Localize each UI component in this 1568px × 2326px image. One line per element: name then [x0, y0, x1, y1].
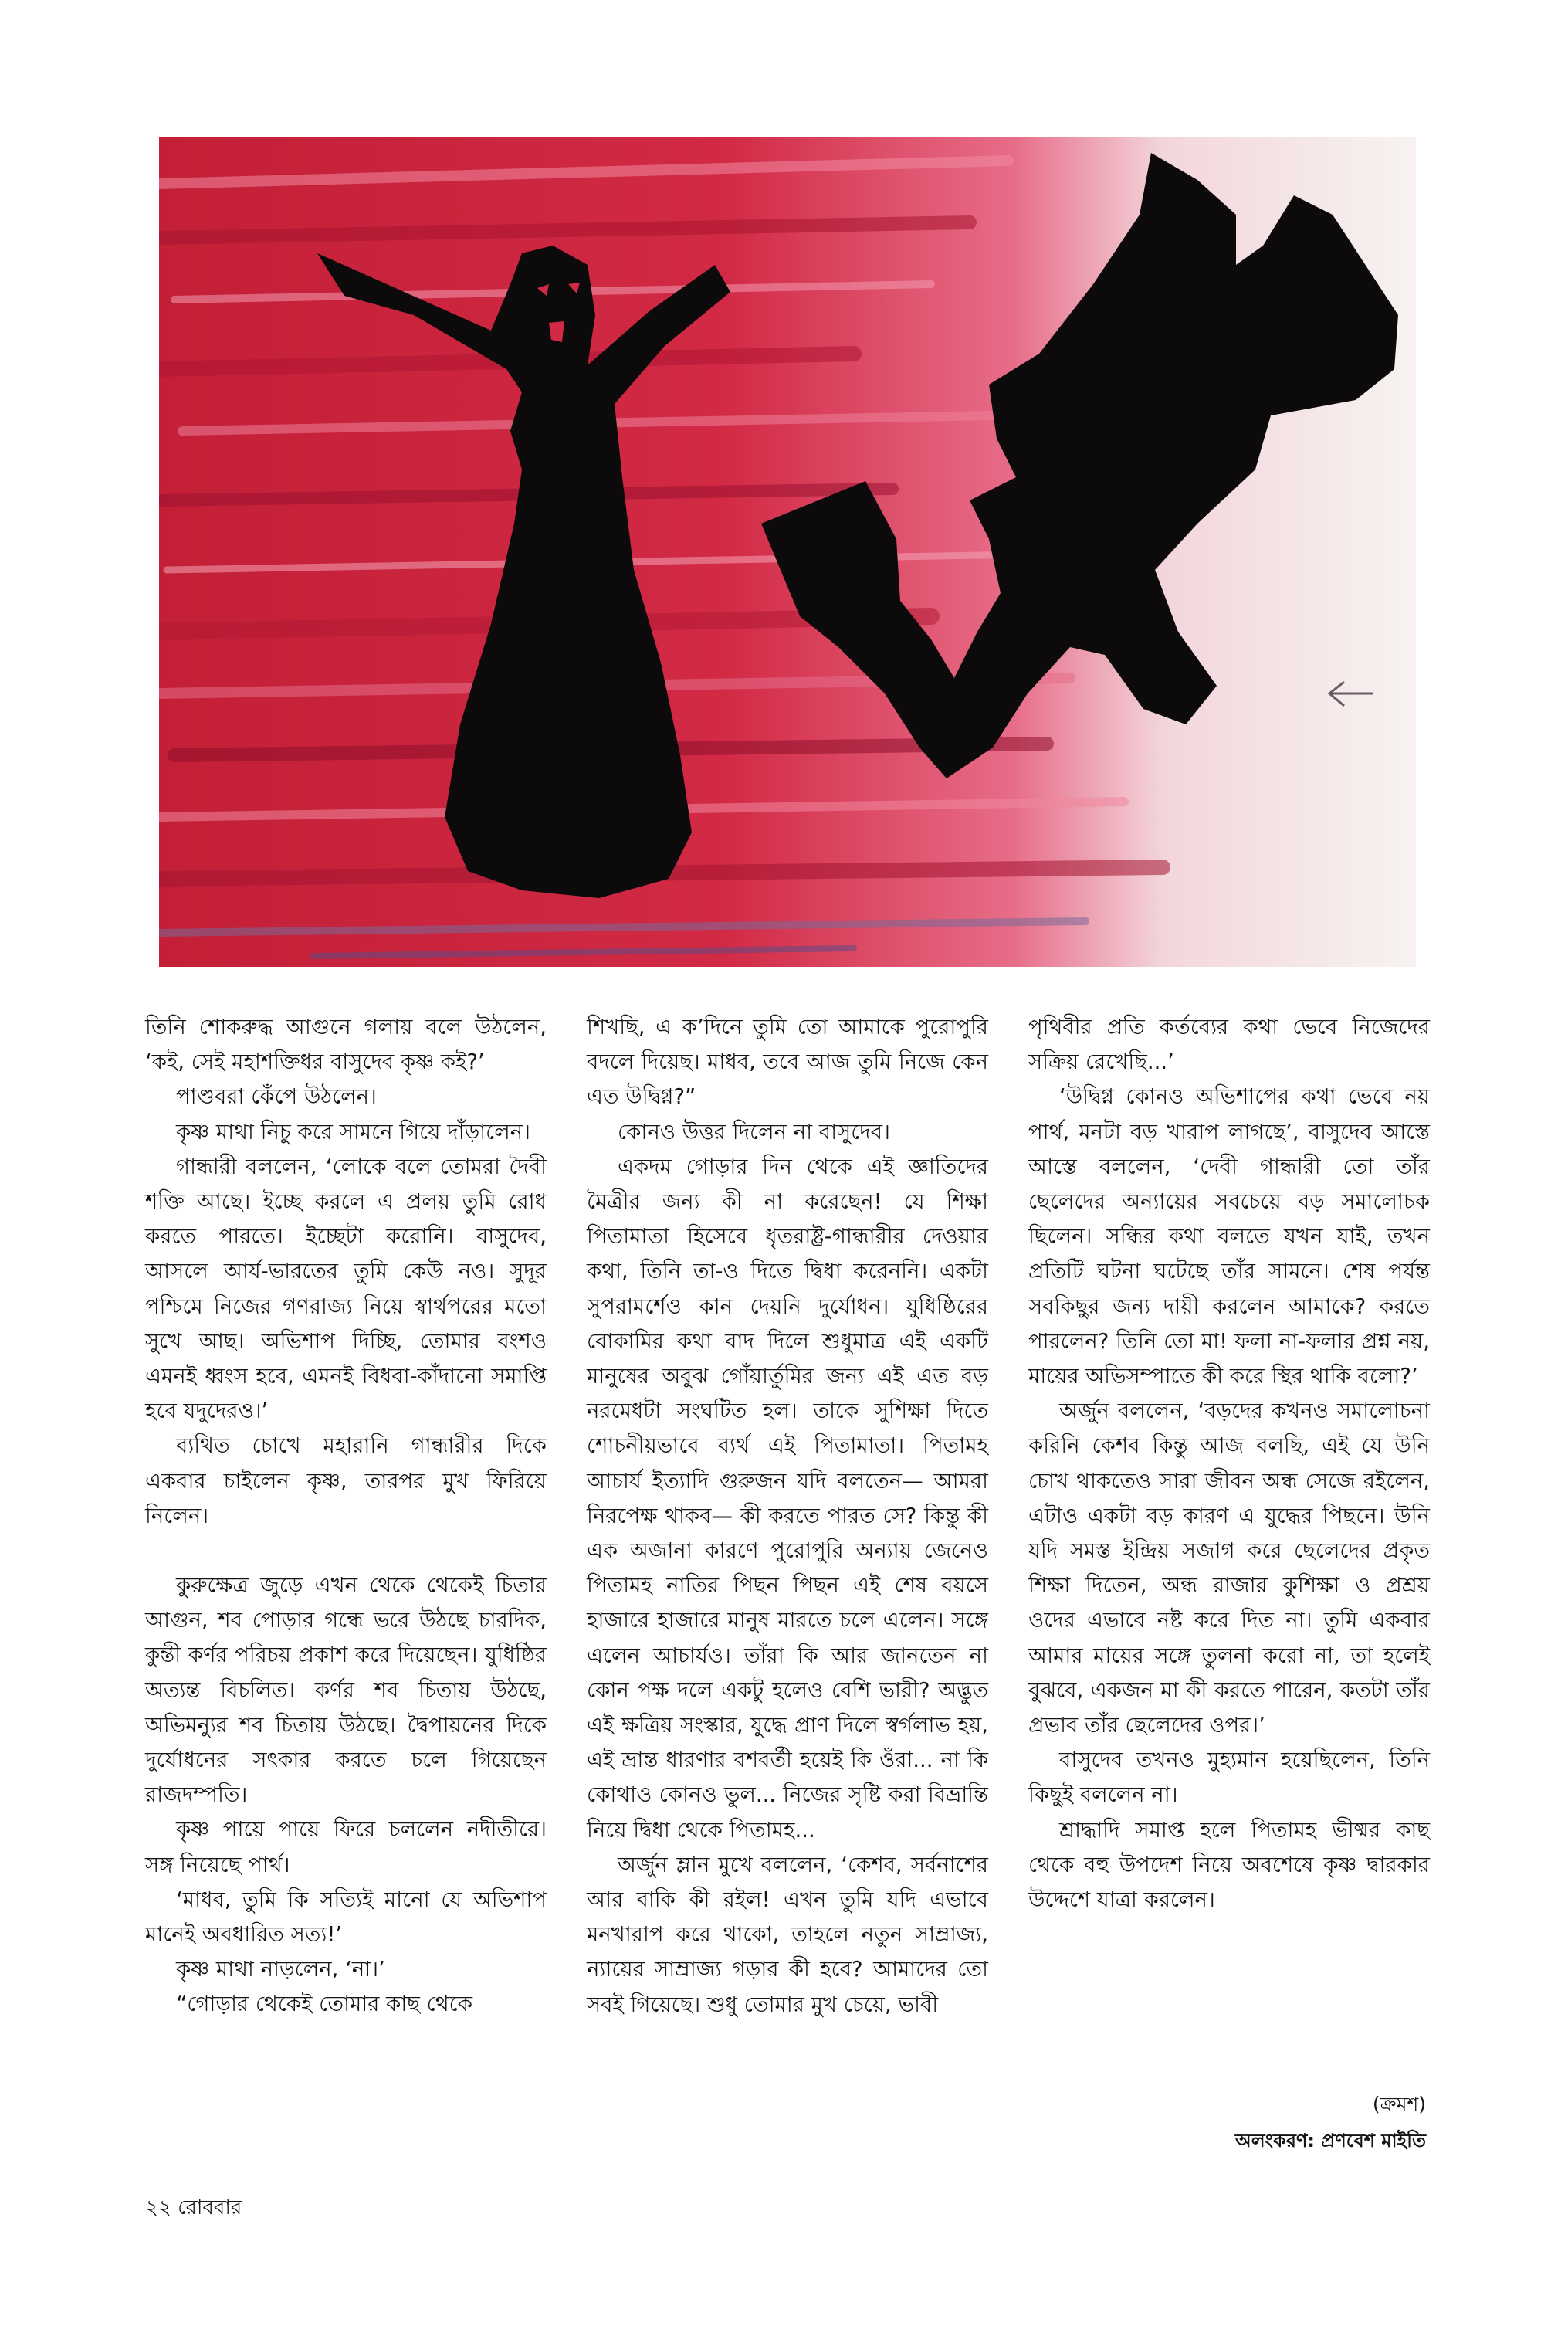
continued-marker: (ক্রমশ)	[1372, 2093, 1426, 2115]
article-paragraph: ‘উদ্বিগ্ন কোনও অভিশাপের কথা ভেবে নয় পার্থ, মনটা বড় খারাপ লাগছে’, বাসুদেব আস্তে আস্তে বললেন, ‘দেবী গান্ধারী তো তাঁর ছেলেদের অন্যায়ের সবচেয়ে বড় সমালোচক ছিলেন। সন্ধির কথা বলতে যখন যাই, তখন প্রতিটি ঘটনা ঘটেছে তাঁর সামনে। শেষ পর্যন্ত সবকিছুর জন্য দায়ী করলেন আমাকে? করতে পারলেন? তিনি তো মা! ফলা না-ফলার প্রশ্ন নয়, মায়ের অভিসম্পাতে কী করে স্থির থাকি বলো?’	[1028, 1084, 1430, 1389]
illustration	[159, 137, 1416, 967]
painting-silhouettes	[159, 137, 1416, 967]
article-paragraph: তিনি শোকরুদ্ধ আগুনে গলায় বলে উঠলেন, ‘কই, সেই মহাশক্তিধর বাসুদেব কৃষ্ণ কই?’	[145, 1015, 547, 1075]
article-column-3	[1028, 1010, 1430, 1917]
article-paragraph: শিখছি, এ ক’দিনে তুমি তো আমাকে পুরোপুরি বদলে দিয়েছ। মাধব, তবে আজ তুমি নিজে কেন এত উদ্বিগ্ন?”	[587, 1015, 988, 1110]
article-paragraph: পৃথিবীর প্রতি কর্তব্যের কথা ভেবে নিজেদের সক্রিয় রেখেছি...’	[1028, 1015, 1430, 1075]
article-paragraph: কোনও উত্তর দিলেন না বাসুদেব।	[618, 1119, 890, 1144]
article-column-2	[587, 1010, 988, 2023]
article-column-1	[145, 1010, 547, 2023]
article-paragraph: ব্যথিত চোখে মহারানি গান্ধারীর দিকে একবার চাইলেন কৃষ্ণ, তারপর মুখ ফিরিয়ে নিলেন।	[145, 1433, 547, 1528]
illustration-credit: অলংকরণ: প্রণবেশ মাইতি	[1234, 2130, 1426, 2151]
article-paragraph: কৃষ্ণ পায়ে পায়ে ফিরে চললেন নদীতীরে। সঙ্গ নিয়েছে পার্থ।	[145, 1817, 547, 1877]
article-paragraph: গান্ধারী বললেন, ‘লোকে বলে তোমরা দৈবী শক্তি আছে। ইচ্ছে করলে এ প্রলয় তুমি রোধ করতে পারতে। ইচ্ছেটা করোনি। বাসুদেব, আসলে আর্য-ভারতের তুমি কেউ নও। সুদূর পশ্চিমে নিজের গণরাজ্য নিয়ে স্বার্থপরের মতো সুখে আছ। অভিশাপ দিচ্ছি, তোমার বংশও এমনই ধ্বংস হবে, এমনই বিধবা-কাঁদানো সমাপ্তি হবে যদুদেরও।’	[145, 1154, 547, 1424]
article-paragraph: কুরুক্ষেত্র জুড়ে এখন থেকে থেকেই চিতার আগুন, শব পোড়ার গন্ধে ভরে উঠছে চারদিক, কুন্তী কর্ণর পরিচয় প্রকাশ করে দিয়েছেন। যুধিষ্ঠির অত্যন্ত বিচলিত। কর্ণর শব চিতায় উঠছে, অভিমন্যুর শব চিতায় উঠছে। দ্বৈপায়নের দিকে দুর্যোধনের সৎকার করতে চলে গিয়েছেন রাজদম্পতি।	[145, 1573, 547, 1808]
article-paragraph: পাণ্ডবরা কেঁপে উঠলেন।	[176, 1084, 377, 1110]
article-paragraph: বাসুদেব তখনও মুহ্যমান হয়েছিলেন, তিনি কিছুই বললেন না।	[1028, 1748, 1430, 1808]
article-paragraph: “গোড়ার থেকেই তোমার কাছ থেকে	[176, 1992, 472, 2017]
article-paragraph: একদম গোড়ার দিন থেকে এই জ্ঞাতিদের মৈত্রীর জন্য কী না করেছেন! যে শিক্ষা পিতামাতা হিসেবে ধৃতরাষ্ট্র-গান্ধারীর দেওয়ার কথা, তিনি তা-ও দিতে দ্বিধা করেননি। একটা সুপরামর্শেও কান দেয়নি দুর্যোধন। যুধিষ্ঠিরের বোকামির কথা বাদ দিলে শুধুমাত্র এই একটি মানুষের অবুঝ গোঁয়ার্তুমির জন্য এই এত বড় নরমেধটা সংঘটিত হল। তাকে সুশিক্ষা দিতে শোচনীয়ভাবে ব্যর্থ এই পিতামাতা। পিতামহ আচার্য ইত্যাদি গুরুজন যদি বলতেন— আমরা নিরপেক্ষ থাকব— কী করতে পারত সে? কিন্তু কী এক অজানা কারণে পুরোপুরি অন্যায় জেনেও পিতামহ নাতির পিছন পিছন এই শেষ বয়সে হাজারে হাজারে মানুষ মারতে চলে এলেন। সঙ্গে এলেন আচার্যও। তাঁরা কি আর জানতেন না কোন পক্ষ দলে একটু হলেও বেশি ভারী? অদ্ভুত এই ক্ষত্রিয় সংস্কার, যুদ্ধে প্রাণ দিলে স্বর্গলাভ হয়, এই ভ্রান্ত ধারণার বশবর্তী হয়েই কি ওঁরা... না কি কোথাও কোনও ভুল... নিজের সৃষ্টি করা বিভ্রান্তি নিয়ে দ্বিধা থেকে পিতামহ...	[587, 1154, 988, 1843]
page-folio: ২২ রোববার	[145, 2196, 242, 2219]
article-paragraph: কৃষ্ণ মাথা নিচু করে সামনে গিয়ে দাঁড়ালেন।	[176, 1119, 530, 1144]
article-paragraph: শ্রাদ্ধাদি সমাপ্ত হলে পিতামহ ভীষ্মর কাছ থেকে বহু উপদেশ নিয়ে অবশেষে কৃষ্ণ দ্বারকার উদ্দেশে যাত্রা করলেন।	[1028, 1817, 1430, 1913]
article-paragraph: অর্জুন ম্লান মুখে বললেন, ‘কেশব, সর্বনাশের আর বাকি কী রইল! এখন তুমি যদি এভাবে মনখারাপ করে থাকো, তাহলে নতুন সাম্রাজ্য, ন্যায়ের সাম্রাজ্য গড়ার কী হবে? আমাদের তো সবই গিয়েছে। শুধু তোমার মুখ চেয়ে, ভাবী	[587, 1852, 988, 2017]
article-paragraph: ‘মাধব, তুমি কি সত্যিই মানো যে অভিশাপ মানেই অবধারিত সত্য!’	[145, 1887, 547, 1948]
article-paragraph: অর্জুন বললেন, ‘বড়দের কখনও সমালোচনা করিনি কেশব কিন্তু আজ বলছি, এই যে উনি চোখ থাকতেও সারা জীবন অন্ধ সেজে রইলেন, এটাও একটা বড় কারণ এ যুদ্ধের পিছনে। উনি যদি সমস্ত ইন্দ্রিয় সজাগ করে ছেলেদের প্রকৃত শিক্ষা দিতেন, অন্ধ রাজার কুশিক্ষা ও প্রশ্রয় ওদের এভাবে নষ্ট করে দিত না। তুমি একবার আমার মায়ের সঙ্গে তুলনা করো না, তা হলেই বুঝবে, একজন মা কী করতে পারেন, কতটা তাঁর প্রভাব তাঁর ছেলেদের ওপর।’	[1028, 1399, 1430, 1738]
article-paragraph: কৃষ্ণ মাথা নাড়লেন, ‘না।’	[176, 1957, 385, 1982]
